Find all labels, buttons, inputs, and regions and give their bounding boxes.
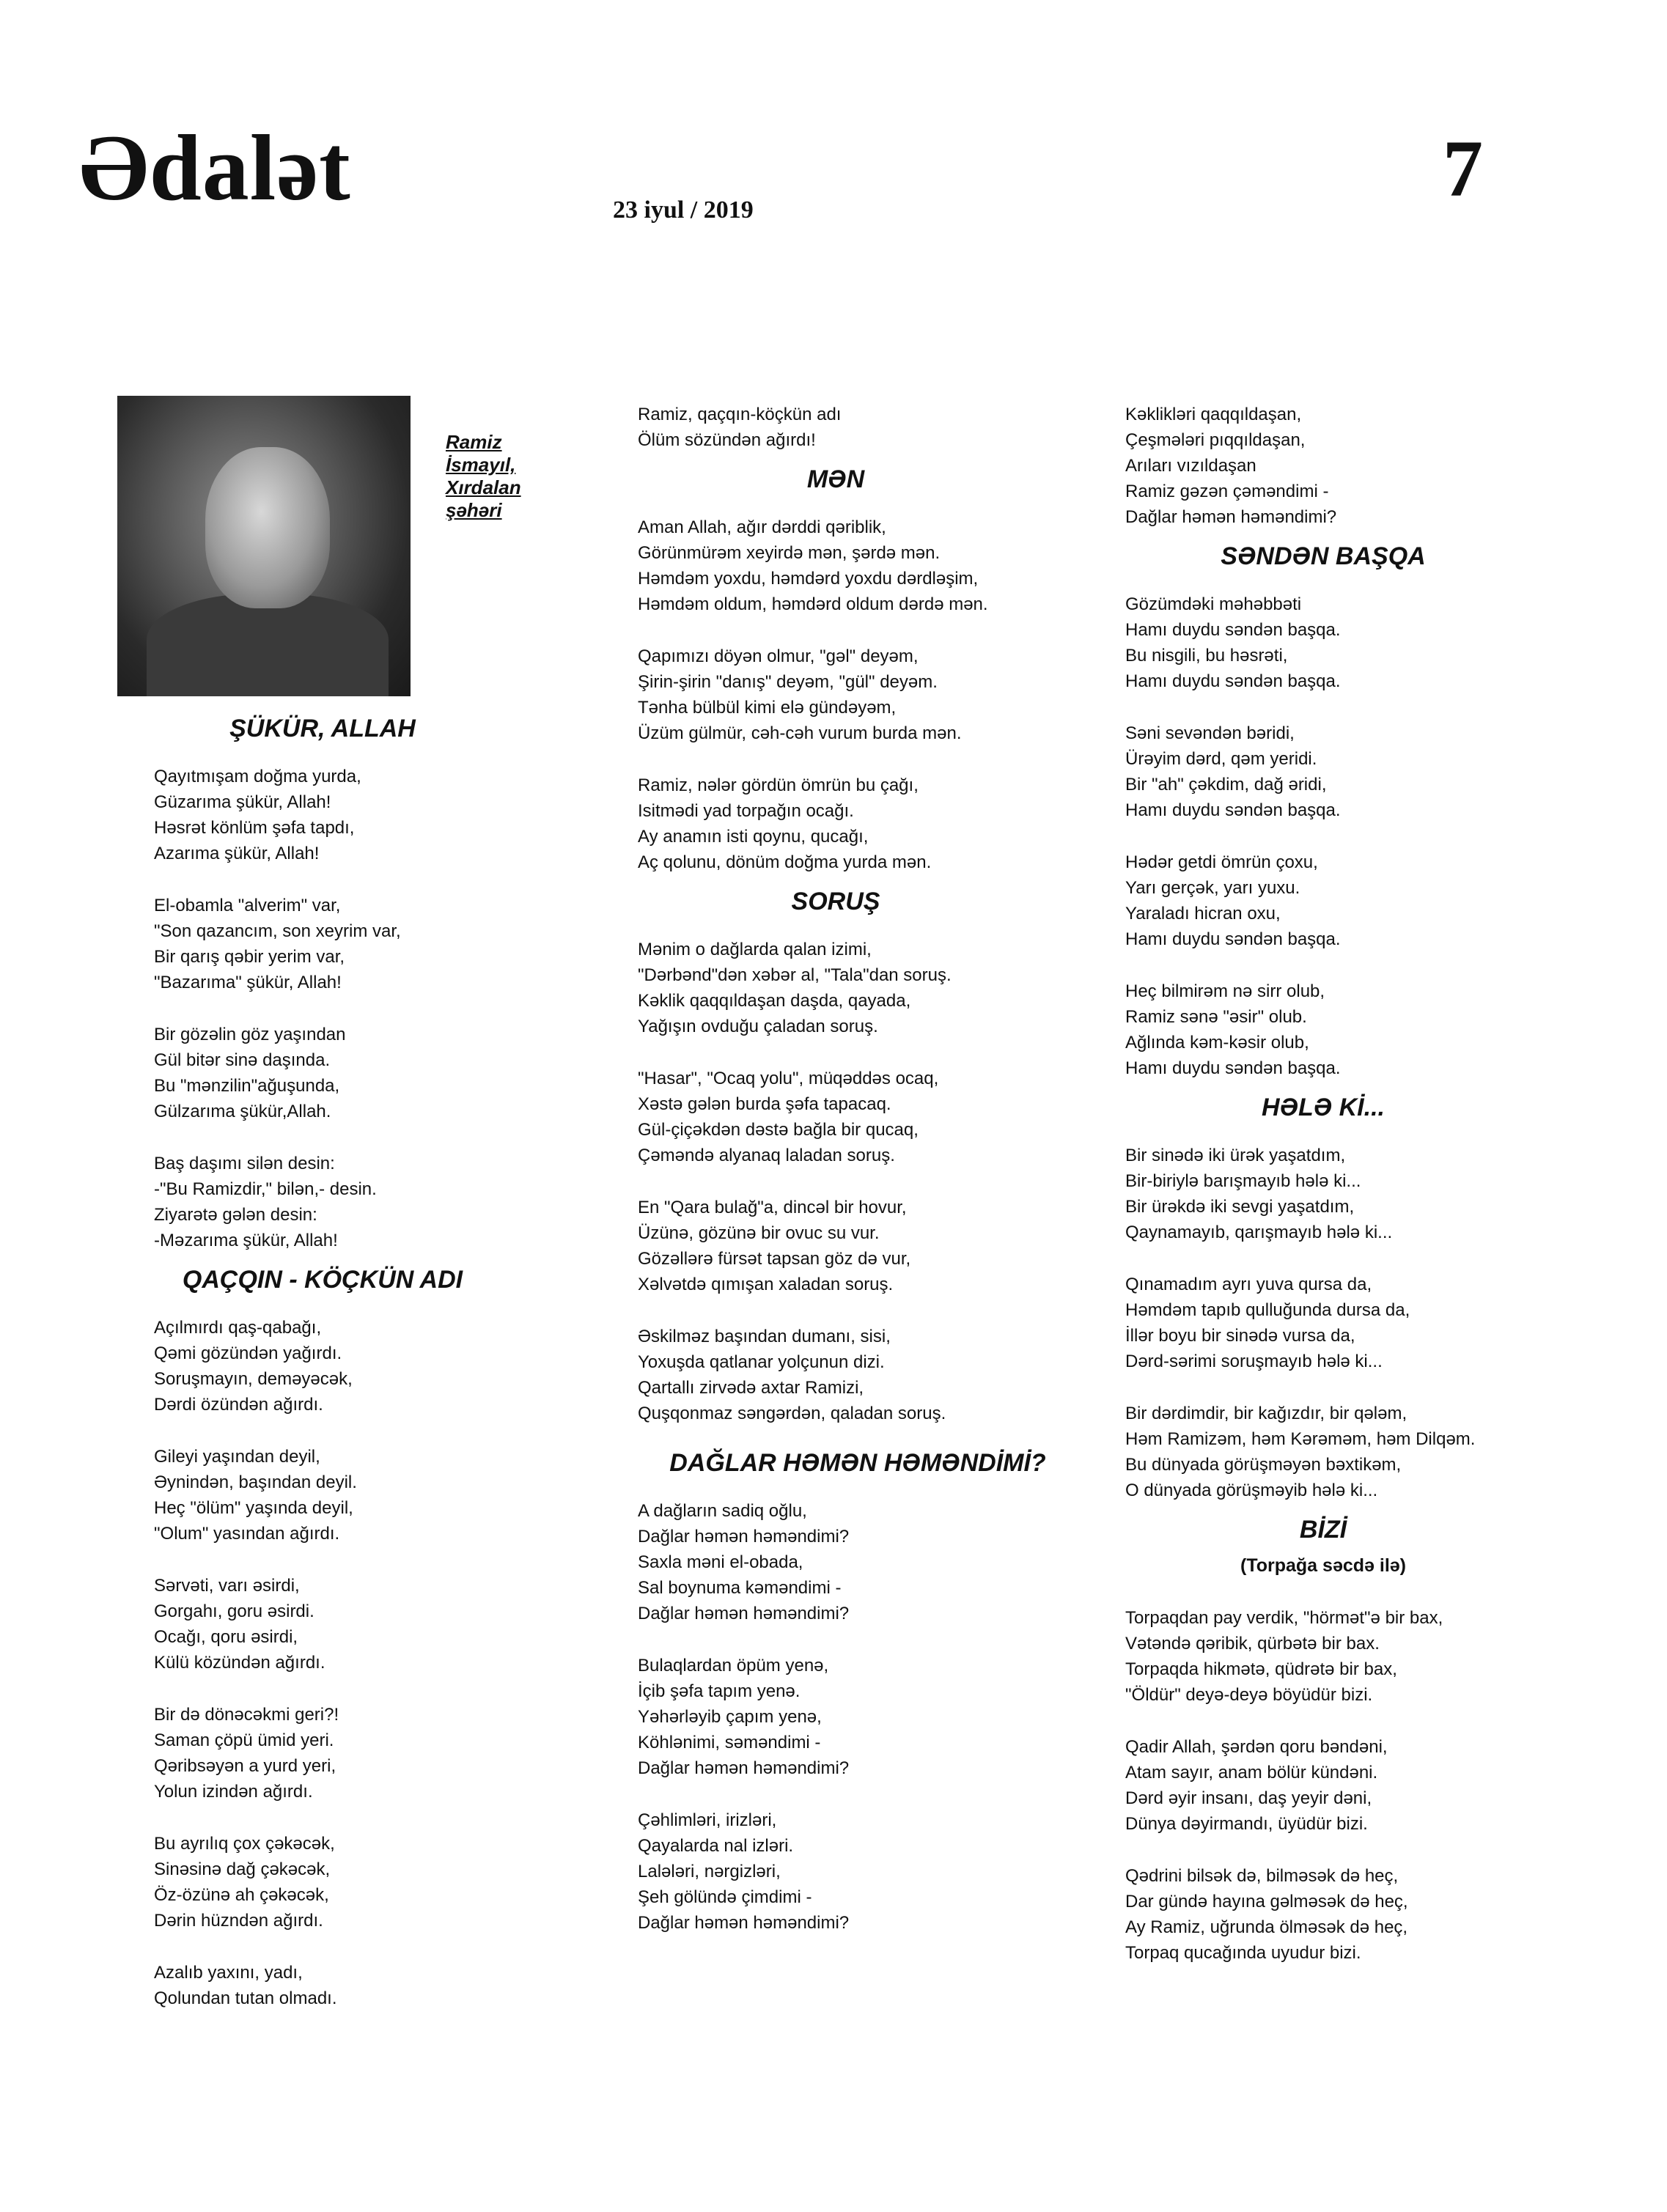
verse-line: Isitmədi yad torpağın ocağı. [638,801,854,821]
verse-line: Ay anamın isti qoynu, qucağı, [638,827,869,847]
poem-title: SƏNDƏN BAŞQA [1221,542,1426,570]
verse-line: Ölüm sözündən ağırdı! [638,430,816,450]
verse-line: Bir ürəkdə iki sevgi yaşatdım, [1125,1197,1355,1217]
verse-line: Gorgahı, goru əsirdi. [154,1601,314,1621]
verse-line: Dərd əyir insanı, daş yeyir dəni, [1125,1788,1372,1808]
verse-line: -Məzarıma şükür, Allah! [154,1231,338,1250]
photo-shoulders [147,594,389,696]
verse-line: Dağlar həmən həməndimi? [638,1604,850,1623]
poem-title: BİZİ [1299,1516,1347,1544]
verse-line: "Olum" yasından ağırdı. [154,1524,340,1544]
verse-line: Yəhərləyib çapım yenə, [638,1707,822,1727]
verse-line: "Bazarıma" şükür, Allah! [154,973,342,992]
verse-line: Qadir Allah, şərdən qoru bəndəni, [1125,1737,1388,1757]
verse-line: Səni sevəndən bəridi, [1125,723,1295,743]
verse-line: Hədər getdi ömrün çoxu, [1125,852,1318,872]
verse-line: Azalıb yaxını, yadı, [154,1963,303,1983]
verse-line: Çeşmələri pıqqıldaşan, [1125,430,1306,450]
poem-title: MƏN [806,465,865,493]
verse-line: Xəstə gələn burda şəfa tapacaq. [638,1094,891,1114]
verse-line: Hamı duydu səndən başqa. [1125,929,1341,949]
verse-line: "Hasar", "Ocaq yolu", müqəddəs ocaq, [638,1069,939,1088]
verse-line: Şeh gölündə çimdimi - [638,1887,812,1907]
verse-line: Öz-özünə ah çəkəcək, [154,1885,329,1905]
verse-line: Soruşmayın, deməyəcək, [154,1369,353,1389]
verse-line: Heç bilmirəm nə sirr olub, [1125,981,1325,1001]
verse-line: Güzarıma şükür, Allah! [154,792,331,812]
author-line: Ramiz [446,431,502,453]
verse-line: Bir sinədə iki ürək yaşatdım, [1125,1146,1346,1165]
verse-line: Ramiz gəzən çəməndimi - [1125,482,1329,501]
stanza [154,1022,520,1124]
verse-line: Bir "ah" çəkdim, dağ əridi, [1125,775,1327,795]
verse-line: Bu nisgili, bu həsrəti, [1125,646,1288,666]
verse-line: Gözümdəki məhəbbəti [1125,594,1302,614]
verse-line: Bir qarış qəbir yerim var, [154,947,345,967]
verse-line: Qolundan tutan olmadı. [154,1988,337,2008]
verse-line: Dərin hüzndən ağırdı. [154,1911,323,1931]
verse-line: Qapımızı döyən olmur, "gəl" deyəm, [638,646,919,666]
verse-line: Yarı gerçək, yarı yuxu. [1125,878,1300,898]
stanza [1125,1272,1609,1374]
verse-line: Üzünə, gözünə bir ovuc su vur. [638,1223,880,1243]
verse-line: Qartallı zirvədə axtar Ramizi, [638,1378,864,1398]
stanza [638,937,1092,1039]
verse-line: Ürəyim dərd, qəm yeridi. [1125,749,1317,769]
verse-line: Dərdi özündən ağırdı. [154,1395,323,1415]
verse-line: Dağlar həmən həməndimi? [638,1913,850,1933]
verse-line: Sinəsinə dağ çəkəcək, [154,1859,331,1879]
verse-line: Ramiz, nələr gördün ömrün bu çağı, [638,775,919,795]
issue-date: 23 iyul / 2019 [613,196,754,224]
verse-line: Kəklik qaqqıldaşan daşda, qayada, [638,991,911,1011]
verse-line: Həmdəm yoxdu, həmdərd yoxdu dərdləşim, [638,569,979,589]
poem-title: DAĞLAR HƏMƏN HƏMƏNDİMİ? [669,1449,1046,1477]
verse-line: Mənim o dağlarda qalan izimi, [638,940,872,959]
verse-line: Azarıma şükür, Allah! [154,844,320,863]
stanza [154,764,520,866]
verse-line: Külü közündən ağırdı. [154,1653,325,1673]
verse-line: Dağlar həmən həməndimi? [638,1527,850,1546]
verse-line: Yağışın ovduğu çaladan soruş. [638,1017,878,1036]
poem-title: ŞÜKÜR, ALLAH [229,715,416,742]
verse-line: Gülzarıma şükür,Allah. [154,1102,331,1121]
verse-line: Sal boynuma kəməndimi - [638,1578,842,1598]
verse-line: Heç "ölüm" yaşında deyil, [154,1498,353,1518]
stanza [1125,1605,1609,1708]
stanza [1125,849,1609,952]
verse-line: Əynindən, başından deyil. [154,1472,357,1492]
poem-qacqin [154,1264,520,2011]
verse-line: Bir də dönəcəkmi geri?! [154,1705,339,1725]
verse-line: Qədrini bilsək də, bilməsək də heç, [1125,1866,1399,1886]
verse-line: Yaraladı hicran oxu, [1125,904,1281,923]
verse-line: "Öldür" deyə-deyə böyüdür bizi. [1125,1685,1373,1705]
verse-line: Bu dünyada görüşməyən bəxtikəm, [1125,1455,1402,1475]
verse-line: Qəribsəyən a yurd yeri, [154,1756,336,1776]
poem-daglar [638,1447,1092,1936]
verse-line: Ramiz, qaçqın-köçkün adı [638,405,842,424]
verse-line: Lalələri, nərgizləri, [638,1862,781,1881]
verse-line: A dağların sadiq oğlu, [638,1501,807,1521]
stanza-continuation [638,402,1092,453]
verse-line: Yolun izindən ağırdı. [154,1782,313,1802]
stanza [154,1151,520,1253]
verse-line: Hamı duydu səndən başqa. [1125,1058,1341,1078]
author-line: Xırdalan [446,476,521,498]
verse-line: Vətəndə qəribik, qürbətə bir bax. [1125,1634,1380,1654]
verse-line: Saman çöpü ümid yeri. [154,1730,334,1750]
verse-line: Hamı duydu səndən başqa. [1125,671,1341,691]
verse-line: Həmdəm tapıb qulluğunda dursa da, [1125,1300,1410,1320]
column-1 [154,705,520,2038]
verse-line: Hamı duydu səndən başqa. [1125,800,1341,820]
poem-men [638,463,1092,875]
stanza [154,1315,520,1417]
stanza [1125,1734,1609,1837]
stanza [1125,1401,1609,1503]
stanza [638,1324,1092,1426]
poem-bizi [1125,1514,1609,1966]
masthead: Ədalət [79,116,351,220]
stanza [154,1831,520,1933]
verse-line: Şirin-şirin "danış" deyəm, "gül" deyəm. [638,672,938,692]
verse-line: Dünya dəyirmandı, üyüdür bizi. [1125,1814,1368,1834]
verse-line: Gözəllərə fürsət tapsan göz də vur, [638,1249,911,1269]
verse-line: Dağlar həmən həməndimi? [1125,507,1337,527]
verse-line: Kəklikləri qaqqıldaşan, [1125,405,1302,424]
verse-line: Ocağı, qoru əsirdi, [154,1627,298,1647]
stanza [638,1498,1092,1626]
verse-line: İllər boyu bir sinədə vursa da, [1125,1326,1355,1346]
verse-line: Atam sayır, anam bölür kündəni. [1125,1763,1378,1782]
verse-line: Xəlvətdə qımışan xaladan soruş. [638,1275,894,1294]
author-photo [117,396,411,696]
verse-line: Dərd-sərimi soruşmayıb hələ ki... [1125,1352,1383,1371]
author-line: şəhəri [446,499,502,521]
verse-line: Sərvəti, varı əsirdi, [154,1576,300,1596]
verse-line: "Dərbənd"dən xəbər al, "Tala"dan soruş. [638,965,952,985]
verse-line: Aç qolunu, dönüm doğma yurda mən. [638,852,932,872]
verse-line: Çəməndə alyanaq laladan soruş. [638,1146,895,1165]
verse-line: Görünmürəm xeyirdə mən, şərdə mən. [638,543,941,563]
verse-line: Köhlənimi, səməndimi - [638,1733,821,1752]
author-byline [446,431,521,522]
stanza [154,1573,520,1675]
stanza [638,1807,1092,1936]
column-2 [638,402,1092,1962]
stanza [1125,720,1609,823]
verse-line: Gileyi yaşından deyil, [154,1447,320,1467]
verse-line: -"Bu Ramizdir," bilən,- desin. [154,1179,377,1199]
stanza [154,893,520,995]
verse-line: O dünyada görüşməyib hələ ki... [1125,1481,1378,1500]
poem-title: HƏLƏ Kİ... [1262,1094,1385,1121]
verse-line: Üzüm gülmür, cəh-cəh vurum burda mən. [638,723,962,743]
poem-sukur-allah [154,712,520,1253]
verse-line: Bu ayrılıq çox çəkəcək, [154,1834,335,1854]
stanza [1125,1143,1609,1245]
verse-line: Aman Allah, ağır dərddi qəriblik, [638,517,886,537]
verse-line: "Son qazancım, son xeyrim var, [154,921,401,941]
verse-line: Yoxuşda qatlanar yolçunun dizi. [638,1352,885,1372]
verse-line: Torpaqdan pay verdik, "hörmət"ə bir bax, [1125,1608,1443,1628]
stanza [1125,591,1609,694]
verse-line: Baş daşımı silən desin: [154,1154,335,1173]
verse-line: Bir-biriylə barışmayıb hələ ki... [1125,1171,1361,1191]
verse-line: Gül bitər sinə daşında. [154,1050,331,1070]
verse-line: Qınamadım ayrı yuva qursa da, [1125,1275,1372,1294]
poem-title: QAÇQIN - KÖÇKÜN ADI [182,1266,463,1294]
verse-line: Torpaq qucağında uyudur bizi. [1125,1943,1361,1963]
poem-sorus [638,885,1092,1426]
stanza [154,1702,520,1804]
verse-line: Quşqonmaz səngərdən, qaladan soruş. [638,1404,946,1423]
verse-line: Əskilməz başından dumanı, sisi, [638,1327,891,1346]
stanza [1125,1863,1609,1966]
stanza [638,773,1092,875]
verse-line: Qəmi gözündən yağırdı. [154,1343,342,1363]
column-3 [1125,402,1609,1992]
verse-line: Arıları vızıldaşan [1125,456,1256,476]
stanza [154,1444,520,1546]
verse-line: El-obamla "alverim" var, [154,896,341,915]
verse-line: Qayalarda nal izləri. [638,1836,794,1856]
verse-line: En "Qara bulağ"a, dincəl bir hovur, [638,1198,907,1217]
poem-title: SORUŞ [791,888,880,915]
stanza [638,1653,1092,1781]
stanza [638,1066,1092,1168]
stanza [1125,978,1609,1081]
stanza [638,515,1092,617]
verse-line: Ağlında kəm-kəsir olub, [1125,1033,1309,1052]
verse-line: Gül-çiçəkdən dəstə bağla bir qucaq, [638,1120,919,1140]
verse-line: Bir dərdimdir, bir kağızdır, bir qələm, [1125,1404,1407,1423]
verse-line: İçib şəfa tapım yenə. [638,1681,801,1701]
verse-line: Bir gözəlin göz yaşından [154,1025,346,1044]
verse-line: Ay Ramiz, uğrunda ölməsək də heç, [1125,1917,1408,1937]
verse-line: Bu "mənzilin"ağuşunda, [154,1076,340,1096]
verse-line: Həm Ramizəm, həm Kərəməm, həm Dilqəm. [1125,1429,1476,1449]
verse-line: Çəhlimləri, irizləri, [638,1810,777,1830]
verse-line: Həsrət könlüm şəfa tapdı, [154,818,355,838]
verse-line: Ramiz sənə "əsir" olub. [1125,1007,1307,1027]
stanza-continuation [1125,402,1609,530]
stanza [638,644,1092,746]
verse-line: Torpaqda hikmətə, qüdrətə bir bax, [1125,1659,1397,1679]
verse-line: Dar gündə hayına gəlməsək də heç, [1125,1892,1408,1911]
verse-line: Hamı duydu səndən başqa. [1125,620,1341,640]
verse-line: Açılmırdı qaş-qabağı, [154,1318,322,1338]
verse-line: Tənha bülbül kimi elə gündəyəm, [638,698,897,718]
verse-line: Dağlar həmən həməndimi? [638,1758,850,1778]
verse-line: Qaynamayıb, qarışmayıb hələ ki... [1125,1223,1393,1242]
page-number: 7 [1443,124,1483,213]
poem-senden-basqa [1125,540,1609,1081]
author-line: İsmayıl, [446,454,516,476]
stanza [638,1195,1092,1297]
verse-line: Saxla məni el-obada, [638,1552,803,1572]
poem-hele-ki [1125,1091,1609,1503]
stanza [154,1960,520,2011]
verse-line: Ziyarətə gələn desin: [154,1205,317,1225]
verse-line: Həmdəm oldum, həmdərd oldum dərdə mən. [638,594,988,614]
verse-line: Qayıtmışam doğma yurda, [154,767,361,786]
poem-subtitle: (Torpağa səcdə ilə) [1240,1555,1406,1576]
photo-face [205,447,330,608]
verse-line: Bulaqlardan öpüm yenə, [638,1656,829,1675]
